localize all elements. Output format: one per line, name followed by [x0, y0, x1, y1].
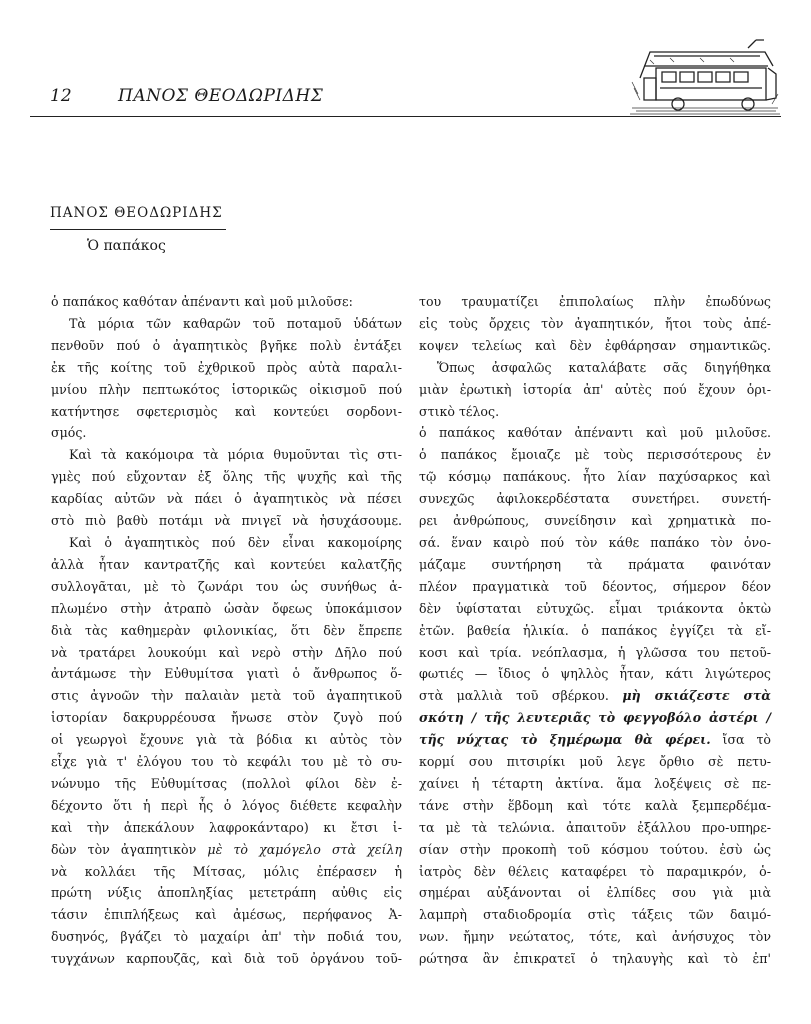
text-line: εἰς τοὺς ὄρχεις τὸν ἀγαπητικόν, ἤτοι τοὺς ἀπέ-: [419, 315, 771, 331]
text-line: κορμί σου πιτσιρίκι μοῦ λεγε ὄρθιο σὲ πετυ-: [419, 754, 771, 770]
text-line: [51, 839, 402, 861]
running-head: ΠΑΝΟΣ ΘΕΟΔΩΡΙΔΗΣ: [118, 86, 324, 106]
text-line: σά. ἕναν καιρὸ πού τὸν κάθε παπάκο τὸν ὀνο-: [419, 534, 771, 550]
text-line: [419, 729, 771, 751]
text-line: μάζαμε συντήρηση τὰ πράματα φαινόταν: [419, 556, 771, 572]
text-line: στικὸ τέλος.: [419, 403, 500, 419]
text-line: ἀντάμωσε τὴν Εὐθυμίτσα γιατὶ ὁ ἄνθρωπος ὅ-: [51, 666, 402, 682]
title-block: [50, 203, 250, 256]
text-line: νώνυμο τῆς Εὐθυμίτσας (πολλοὶ φίλοι δὲν ἐ-: [51, 775, 402, 791]
text-line: δέχοντο ὅτι ἡ περὶ ἧς ὁ λόγος διέθετε κεφαλὴν: [51, 797, 402, 813]
tram-icon: [630, 38, 780, 116]
text-line: σημέραι αὐξάνονται οἱ ἐλπίδες σου γιὰ μιὰ: [419, 885, 771, 901]
text-line: ρώτησα ἂν ἐπικρατεῖ ὁ τηλαυγὴς καὶ τὸ ἐπ': [419, 951, 771, 967]
text-line: ἐκ τῆς κοίτης τοῦ ἐχθρικοῦ πρὸς αὐτὰ παραλι-: [51, 359, 402, 375]
text-line: διὰ τὰς καθημερὰν φιλονικίας, ὅτι δὲν ἔπρεπε: [51, 622, 402, 638]
text-line: κοσι καὶ τρία. νεόπλασμα, ἡ γλῶσσα του πετοῦ-: [419, 644, 771, 660]
text-line: καρδίας αὐτῶν νὰ πάει ὁ ἀγαπητικὸς νὰ πέσει: [51, 491, 402, 507]
text-line: λαμπρὴ σταδιοδρομία στὶς τάξεις τῶν δαιμό-: [419, 907, 771, 923]
right-column: [419, 291, 771, 970]
text-line: Καὶ ὁ ἀγαπητικὸς πού δὲν εἶναι κακομοίρης: [69, 534, 402, 550]
author-name: ΠΑΝΟΣ ΘΕΟΔΩΡΙΔΗΣ: [50, 203, 226, 230]
text-line: πρώτη νύξις ἀποπληξίας μετετράπη αὐθις εἰς: [51, 885, 402, 901]
text-line: νὰ τρατάρει λουκούμι καὶ νερὸ στὴν Δῆλο πού: [51, 644, 402, 660]
text-line: νὰ κολλάει τῆς Μίτσας, μόλις ἐπέρασεν ἡ: [51, 863, 402, 879]
text-line: ὁ παπάκος καθόταν ἀπέναντι καὶ μοῦ μιλοῦσε:: [51, 294, 353, 309]
text-line: κατήντησε σφετερισμὸς καὶ κοντεύει σορδονι-: [51, 403, 402, 419]
text-line: τυγχάνων καρπουζᾶς, καὶ διὰ τοῦ ὀργάνου τοῦ-: [51, 951, 402, 967]
text-line: μνίου πλὴν πεπτωκότος ἱστορικῶς οἰκισμοῦ πού: [51, 381, 402, 397]
text-line: πλωμένο στὴν ἀτραπὸ ὡσὰν ὄφεως ὑποκάμισον: [51, 600, 402, 616]
text-line: δυσηνός, βγάζει τὸ μαχαίρι ἀπ' τὴν ποδιά του,: [51, 929, 402, 945]
text-line: συλλογᾶται, μὲ τὸ ζωνάρι του ὡς συνήθως ἁ-: [51, 578, 402, 594]
text-line: τῷ κόσμῳ παπάκους. ἦτο λίαν παχύσαρκος καὶ: [419, 469, 771, 485]
text-line: πλέον πραγματικὰ τοῦ δέοντος, σήμερον δέον: [419, 578, 771, 594]
italic-phrase: μὲ τὸ χαμόγελο στὰ χείλη: [207, 841, 402, 857]
quoted-verse: σκότη / τῆς λευτεριᾶς τὸ φεγγοβόλο ἀστέρι /: [419, 710, 771, 726]
text-line: ἱστορίαν δακρυρρέουσα ἤνωσε στὸν ζυγὸ πού: [51, 710, 402, 726]
text-line: νων. ἤμην νεώτατος, τότε, καὶ ἀνήσυχος τὸν: [419, 929, 771, 945]
text-line: Ὅπως ἀσφαλῶς καταλάβατε σᾶς διηγήθηκα: [437, 359, 771, 375]
text-line: ἐτῶν. βαθεία ἡλικία. ὁ παπάκος ἐγγίζει τὰ εἴ-: [419, 622, 771, 638]
text-line: τα μὲ τὰ τελώνια. ἀπαιτοῦν ἐξάλλου προ-υπηρε-: [419, 819, 771, 835]
text-line: στις ἀγνοῶν τὴν παλαιὰν μετὰ τοῦ ἀγαπητικοῦ: [51, 688, 402, 704]
header-rule: [30, 116, 781, 117]
text-line: ἀλλὰ ἦταν καντρατζῆς καὶ κοντεύει καλατζῆς: [51, 556, 402, 572]
text-line: γμὲς πού εὔχονταν ἐξ ὅλης τῆς ψυχῆς καὶ τῆς: [51, 469, 402, 485]
text-segment: δὼν τὸν ἀγαπητικὸν: [51, 841, 197, 857]
text-line: του τραυματίζει ἐπιπολαίως πλὴν ἐπωδύνως: [419, 294, 771, 309]
text-line: ρει ἀνθρώπους, συνείδησιν καὶ χρηματικὰ πο-: [419, 513, 771, 529]
text-line: συνεχῶς ἀφιλοκερδέστατα συνετήρει. συνετή-: [419, 491, 771, 507]
poem-title: Ὁ παπάκος: [87, 238, 166, 254]
text-line: οἱ γεωργοὶ ἔχουνε γιὰ τὰ βόδια κι αὐτὸς τὸν: [51, 732, 402, 748]
text-line: [419, 685, 771, 707]
text-line: ὁ παπάκος καθόταν ἀπέναντι καὶ μοῦ μιλοῦσε.: [419, 425, 771, 441]
text-line: πενθοῦν πού ὁ ἀγαπητικὸς βγῆκε πολὺ ἐντάξει: [51, 337, 402, 353]
text-line: Καὶ τὰ κακόμοιρα τὰ μόρια θυμοῦνται τὶς στι-: [69, 447, 402, 463]
text-line: φωτιές — ἴδιος ὁ ψηλλὸς ἦταν, κάτι λιγώτερος: [419, 666, 771, 682]
text-line: Τὰ μόρια τῶν καθαρῶν τοῦ ποταμοῦ ὑδάτων: [69, 315, 402, 331]
left-column: [51, 291, 402, 970]
text-line: τάνε στὴν ἕβδομη καὶ τότε καλὰ ξεμπερδέμα-: [419, 797, 771, 813]
text-line: μιὰν ἐρωτικὴ ἱστορία ἀπ' αὐτὲς πού ἔχουν ὁρι-: [419, 381, 771, 397]
text-line: τάσιν ἐπιπλήξεως καὶ ἀμέσως, περήφανος Ἀ-: [51, 907, 402, 923]
text-line: καὶ τὴν ἀπεκάλουν λαφροκάνταρο) κι ἔτσι ἰ-: [51, 819, 402, 835]
text-segment: ἴσα τὸ: [722, 732, 771, 748]
quoted-verse: μὴ σκιάζεστε στὰ: [622, 688, 771, 704]
text-line: ὁ παπάκος ἔμοιαζε μὲ τοὺς περισσότερους ἐν: [419, 447, 771, 463]
text-line: σίαν στὴν προκοπὴ τοῦ κόσμου τούτου. ἐσὺ ὡς: [419, 841, 771, 857]
text-line: δὲν ὑφίσταται εὐτυχῶς. εἶμαι τριάκοντα ὀκτὼ: [419, 600, 771, 616]
page-header: [0, 0, 811, 120]
quoted-verse: τῆς νύχτας τὸ ξημέρωμα θὰ φέρει.: [419, 732, 711, 748]
page-number: 12: [50, 86, 72, 106]
text-line: στὸ πιὸ βαθὺ ποτάμι νὰ πνιγεῖ νὰ ἡσυχάσουμε.: [51, 513, 402, 529]
text-segment: στὰ μαλλιὰ τοῦ σβέρκου.: [419, 688, 609, 704]
text-line: κοψεν τελείως καὶ δὲν ἐφθάρησαν σημαντικῶς.: [419, 337, 771, 353]
text-line: σμός.: [51, 425, 87, 441]
text-line: ἰατρὸς δὲν θέλεις καταφέρει τὸ παραμικρόν, ὁ-: [419, 863, 771, 879]
text-line: χαίνει ἡ τέταρτη ἀκτίνα. ἅμα λοξέψεις σὲ πε-: [419, 775, 771, 791]
text-line: εἶχε γιὰ τ' ἐλόγου του τὸ κεφάλι του μὲ τὸ συ-: [51, 754, 402, 770]
